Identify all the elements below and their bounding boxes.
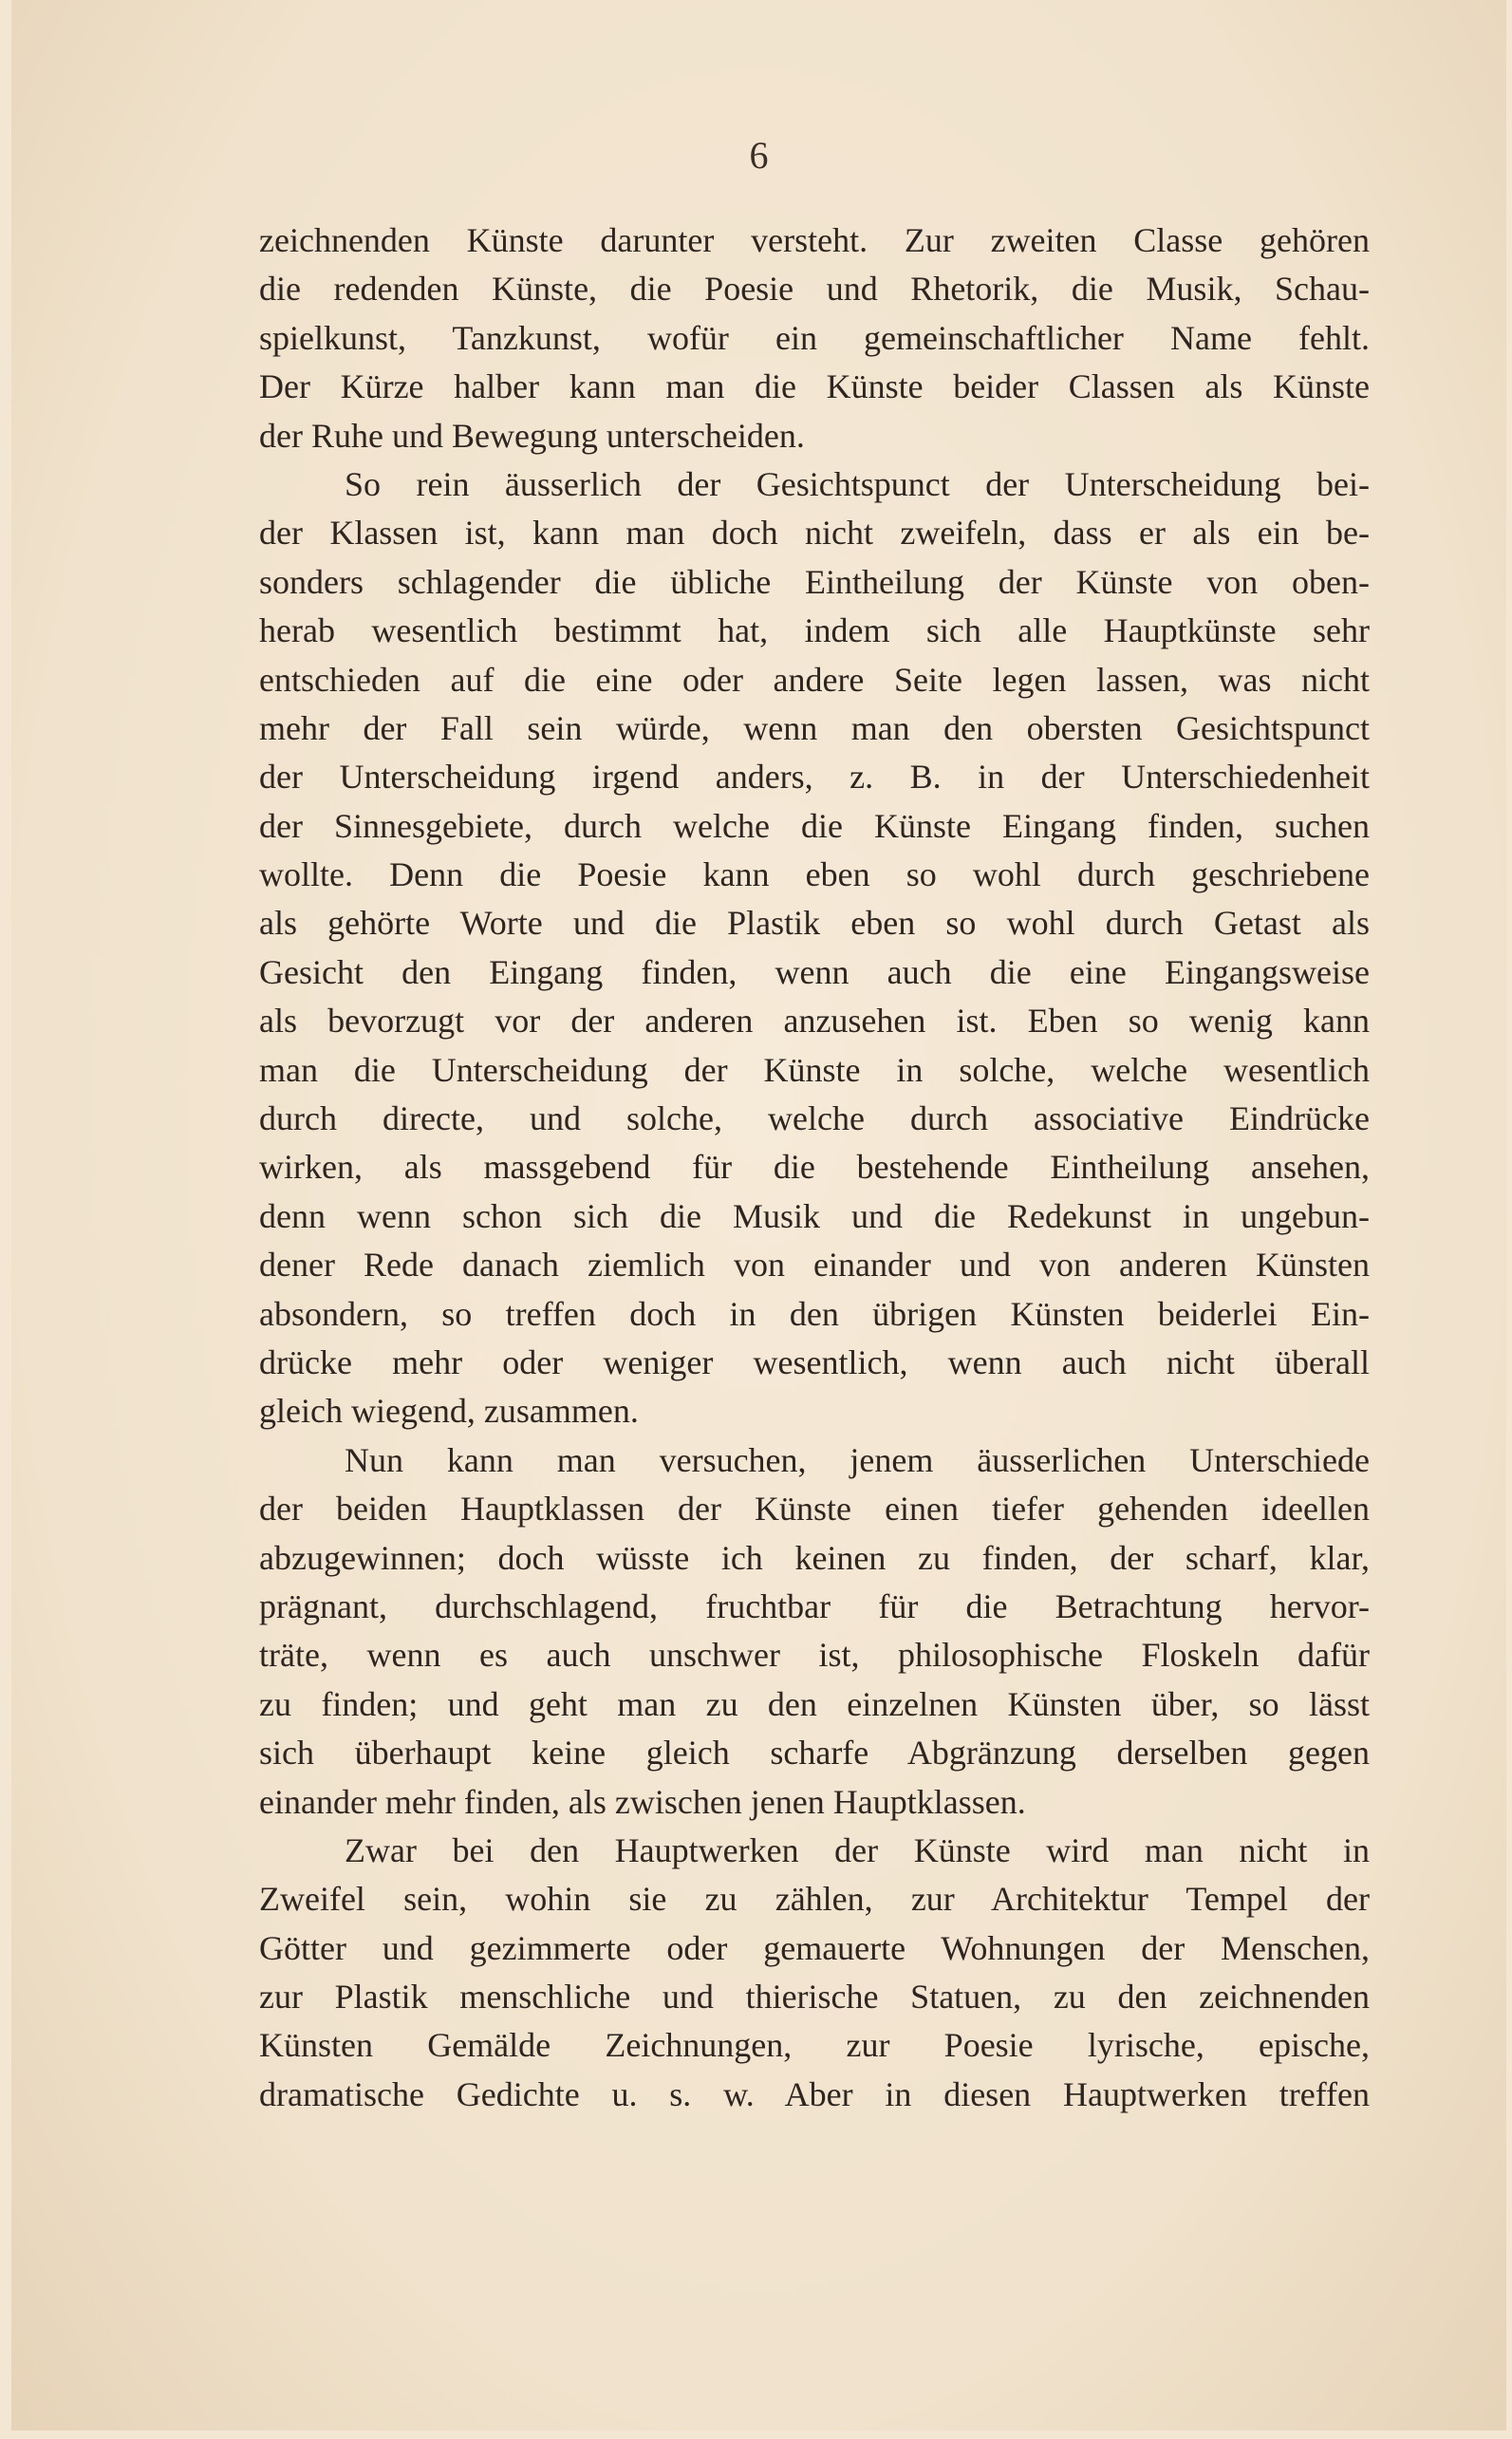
text-line: gleich wiegend, zusammen.	[259, 1392, 639, 1431]
text-line: abzugewinnen; doch wüsste ich keinen zu finden, der scharf, klar,	[259, 1538, 1370, 1577]
text-line: So rein äusserlich der Gesichtspunct der Unterscheidung bei-	[345, 464, 1370, 503]
text-line: der Sinnesgebiete, durch welche die Künste Eingang finden, suchen	[259, 806, 1370, 845]
text-line: Der Kürze halber kann man die Künste beider Classen als Künste	[259, 367, 1370, 406]
text-line: sonders schlagender die übliche Eintheilung der Künste von oben-	[259, 562, 1370, 601]
text-line: Gesicht den Eingang finden, wenn auch die eine Eingangsweise	[259, 952, 1370, 991]
text-line: Nun kann man versuchen, jenem äusserlichen Unterschiede	[345, 1440, 1370, 1479]
text-line: zur Plastik menschliche und thierische Statuen, zu den zeichnenden	[259, 1978, 1370, 2017]
text-line: zu finden; und geht man zu den einzelnen Künsten über, so lässt	[259, 1684, 1370, 1723]
text-line: herab wesentlich bestimmt hat, indem sich alle Hauptkünste sehr	[259, 611, 1370, 650]
text-line: durch directe, und solche, welche durch associative Eindrücke	[259, 1099, 1370, 1138]
text-line: absondern, so treffen doch in den übrigen Künsten beiderlei Ein-	[259, 1294, 1370, 1333]
text-line: mehr der Fall sein würde, wenn man den obersten Gesichtspunct	[259, 708, 1370, 747]
text-line: Künsten Gemälde Zeichnungen, zur Poesie lyrische, epische,	[259, 2026, 1370, 2065]
text-line: entschieden auf die eine oder andere Seite legen lassen, was nicht	[259, 660, 1370, 699]
text-line: wirken, als massgebend für die bestehende Eintheilung ansehen,	[259, 1148, 1370, 1187]
page-number: 6	[749, 134, 769, 177]
body-text	[259, 216, 1370, 2119]
text-line: der Ruhe und Bewegung unterscheiden.	[259, 416, 805, 455]
text-line: als bevorzugt vor der anderen anzusehen ist. Eben so wenig kann	[259, 1002, 1370, 1041]
text-line: der beiden Hauptklassen der Künste einen tiefer gehenden ideellen	[259, 1490, 1370, 1529]
text-line: einander mehr finden, als zwischen jenen Hauptklassen.	[259, 1782, 1026, 1821]
text-line: dramatische Gedichte u. s. w. Aber in diesen Hauptwerken treffen	[259, 2074, 1370, 2113]
text-line: sich überhaupt keine gleich scharfe Abgränzung derselben gegen	[259, 1734, 1370, 1773]
text-line: man die Unterscheidung der Künste in solche, welche wesentlich	[259, 1050, 1370, 1089]
text-line: prägnant, durchschlagend, fruchtbar für die Betrachtung hervor-	[259, 1586, 1370, 1625]
text-line: die redenden Künste, die Poesie und Rhetorik, die Musik, Schau-	[259, 270, 1370, 309]
text-line: denn wenn schon sich die Musik und die Redekunst in ungebun-	[259, 1196, 1370, 1235]
text-line: der Klassen ist, kann man doch nicht zweifeln, dass er als ein be-	[259, 514, 1370, 553]
text-line: drücke mehr oder weniger wesentlich, wenn auch nicht überall	[259, 1342, 1370, 1381]
book-page	[11, 0, 1506, 2430]
text-line: zeichnenden Künste darunter versteht. Zur zweiten Classe gehören	[259, 221, 1370, 259]
text-line: Zweifel sein, wohin sie zu zählen, zur Architektur Tempel der	[259, 1880, 1370, 1919]
text-line: als gehörte Worte und die Plastik eben so wohl durch Getast als	[259, 904, 1370, 943]
text-line: der Unterscheidung irgend anders, z. B. in der Unterschiedenheit	[259, 758, 1370, 797]
text-line: Götter und gezimmerte oder gemauerte Wohnungen der Menschen,	[259, 1928, 1370, 1967]
text-line: träte, wenn es auch unschwer ist, philosophische Floskeln dafür	[259, 1636, 1370, 1675]
text-line: Zwar bei den Hauptwerken der Künste wird man nicht in	[345, 1830, 1370, 1869]
text-line: wollte. Denn die Poesie kann eben so wohl durch geschriebene	[259, 855, 1370, 894]
text-line: dener Rede danach ziemlich von einander und von anderen Künsten	[259, 1246, 1370, 1285]
text-line: spielkunst, Tanzkunst, wofür ein gemeinschaftlicher Name fehlt.	[259, 318, 1370, 357]
